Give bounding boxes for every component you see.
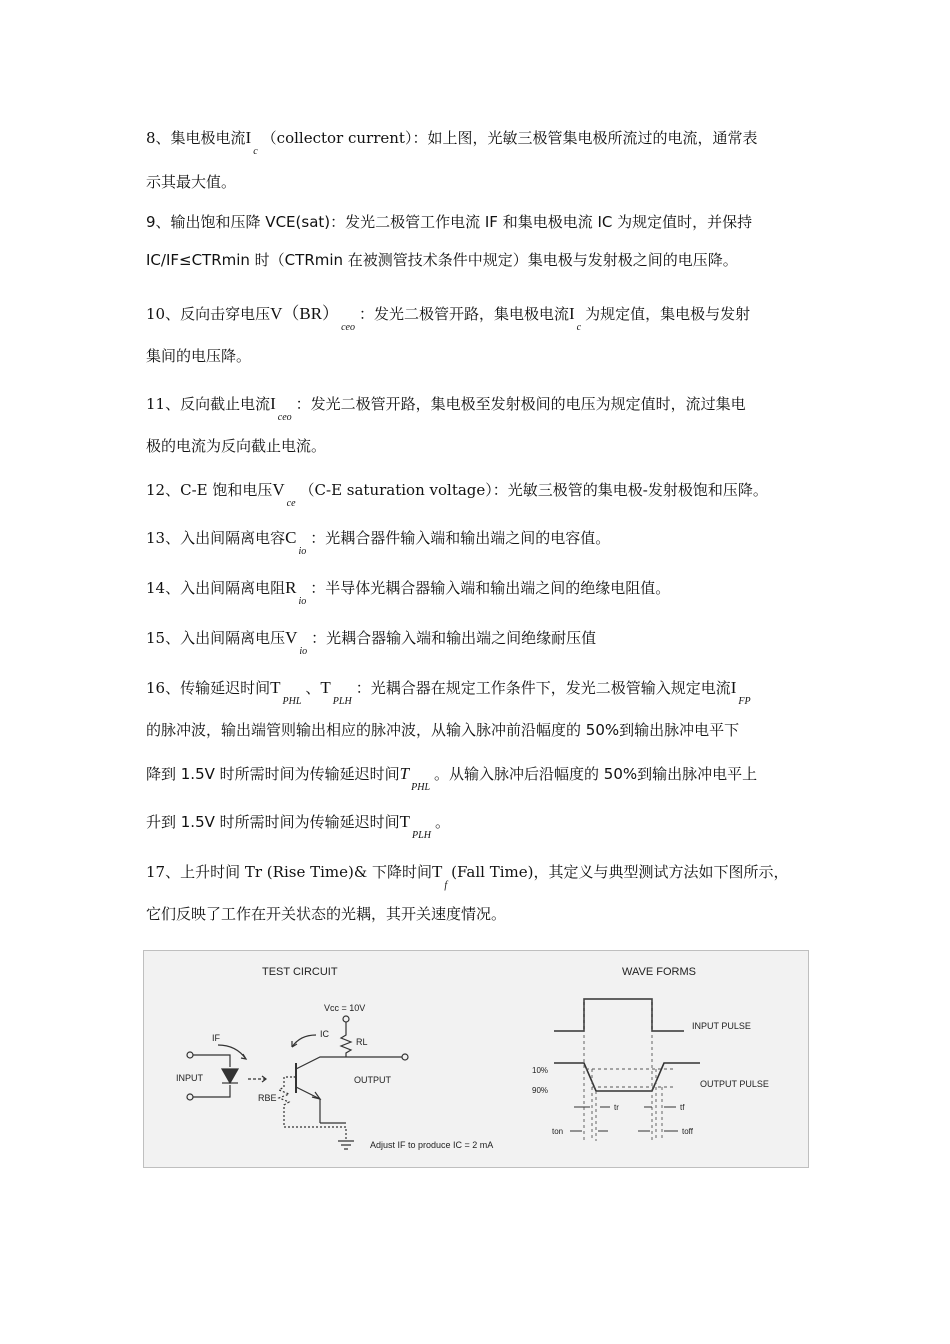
paragraph-16	[146, 672, 810, 858]
subscript: PLH	[412, 830, 431, 841]
symbol: T	[431, 862, 443, 881]
pct90-label: 90%	[532, 1086, 549, 1095]
paragraph-10-line-1: 10、反向击穿电压$V(BR)_{ceo}$：发光二极管开路，集电极电流$I_c$为规定值，集电极与发射	[146, 304, 751, 333]
ground-symbol	[338, 1141, 354, 1149]
subscript: PHL	[411, 782, 431, 793]
paragraph-13-line-1: 13、入出间隔离电容$C_{io}$：光耦合器件输入端和输出端之间的电容值。	[146, 528, 611, 557]
symbol: V	[272, 480, 285, 499]
wire	[193, 1085, 230, 1097]
tf-label: tf	[680, 1103, 685, 1112]
ground-wire	[284, 1127, 346, 1141]
symbol: T	[270, 678, 281, 697]
symbol: T	[320, 678, 331, 697]
symbol: I	[270, 394, 276, 413]
rbe-label: RBE	[258, 1093, 277, 1103]
paragraph-8	[146, 120, 810, 210]
output-label: OUTPUT	[354, 1075, 391, 1085]
paragraph-16-line-2: 的脉冲波，输出端管则输出相应的脉冲波，从输入脉冲前沿幅度的 50%到输出脉冲电平下	[146, 721, 740, 739]
tr-label: tr	[614, 1103, 619, 1112]
subscript: c	[253, 146, 258, 157]
symbol: I	[568, 304, 575, 323]
paragraph-16-line-4: 升到 1.5V 时所需时间为传输延迟时间$T_{PLH}$。	[146, 812, 450, 841]
symbol: I	[730, 678, 737, 697]
paragraph-8-line-2: 示其最大值。	[146, 173, 237, 191]
paragraph-9-line-1: 9、输出饱和压降 VCE(sat)：发光二极管工作电流 IF 和集电极电流 IC 为规定值时，并保持	[146, 213, 753, 231]
symbol: R	[285, 578, 297, 597]
paragraph-17-line-1: 17、上升时间 Tr (Rise Time)& 下降时间$T_f(Fall$ Time)，其定义与典型测试方法如下图所示，	[146, 862, 789, 891]
paragraph-12	[146, 472, 810, 522]
input-terminal-top	[187, 1052, 193, 1058]
test-circuit-title: TEST CIRCUIT	[262, 966, 338, 978]
paragraph-11	[146, 384, 810, 472]
document-body	[146, 120, 810, 948]
paragraph-11-line-1: 11、反向截止电流$I_{ceo}$：发光二极管开路，集电极至发射极间的电压为规定值时，流过集电	[146, 394, 746, 423]
rbe-resistor	[279, 1077, 296, 1127]
subscript: io	[298, 596, 307, 607]
paragraph-17-line-2: 它们反映了工作在开关状态的光耦，其开关速度情况。	[146, 905, 507, 923]
symbol: V（BR）	[270, 304, 340, 323]
subscript: FP	[738, 696, 751, 707]
paragraph-9-line-2: IC/IF≤CTRmin 时（CTRmin 在被测管技术条件中规定）集电极与发射极之间的电压降。	[146, 251, 738, 269]
load-resistor	[341, 1022, 351, 1057]
paragraph-9	[146, 210, 810, 296]
subscript: io	[299, 646, 308, 657]
symbol: I	[245, 128, 252, 147]
paragraph-12-line-1: 12、C-E 饱和电压$V_{ce}(C-E$ saturation voltage）：光敏三极管的集电极-发射极饱和压降。	[146, 480, 768, 509]
emitter-wire	[296, 1087, 320, 1123]
rl-label: RL	[356, 1037, 368, 1047]
pct10-label: 10%	[532, 1066, 549, 1075]
paragraph-11-line-2: 极的电流为反向截止电流。	[146, 437, 327, 455]
symbol: T	[399, 764, 410, 783]
test-circuit-figure	[143, 950, 809, 1168]
led-symbol	[222, 1069, 238, 1083]
subscript: PLH	[332, 696, 352, 707]
input-pulse-wave	[554, 999, 684, 1031]
input-pulse-label: INPUT PULSE	[692, 1021, 751, 1031]
paragraph-14	[146, 572, 810, 622]
collector-wire	[296, 1057, 346, 1069]
subscript: PHL	[282, 696, 302, 707]
paragraph-8-line-1: 8、集电极电流$I_c(collector$ current）：如上图，光敏三极管集电极所流过的电流，通常表	[146, 128, 758, 157]
if-arrow	[218, 1045, 246, 1059]
output-terminal	[402, 1054, 408, 1060]
output-pulse-label: OUTPUT PULSE	[700, 1079, 769, 1089]
subscript: ce	[286, 498, 296, 509]
paragraph-10-line-2: 集间的电压降。	[146, 347, 252, 365]
vcc-terminal	[343, 1016, 349, 1022]
subscript: f	[444, 880, 448, 891]
subscript: c	[576, 322, 582, 333]
paragraph-10	[146, 296, 810, 384]
input-terminal-bottom	[187, 1094, 193, 1100]
symbol: V	[285, 628, 298, 647]
subscript: ceo	[341, 322, 355, 333]
paragraph-17	[146, 858, 810, 948]
if-label: IF	[212, 1033, 220, 1043]
output-pulse-wave	[554, 1063, 700, 1091]
input-label: INPUT	[176, 1073, 203, 1083]
paragraph-16-line-1: 16、传输延迟时间$T_{PHL}$、$T_{PLH}$：光耦合器在规定工作条件下，发光二极管输入规定电流$I_{FP}$	[146, 678, 751, 707]
subscript: io	[298, 546, 307, 557]
symbol: C	[285, 528, 297, 547]
waveforms	[554, 999, 700, 1091]
symbol: T	[399, 812, 411, 831]
ton-label: ton	[552, 1127, 564, 1136]
paragraph-14-line-1: 14、入出间隔离电阻$R_{io}$：半导体光耦合器输入端和输出端之间的绝缘电阻值。	[146, 578, 671, 607]
figure-drawing	[144, 951, 808, 1167]
wave-forms-title: WAVE FORMS	[622, 966, 696, 978]
wire	[193, 1055, 230, 1067]
paragraph-15-line-1: 15、入出间隔离电压$V_{io}$：光耦合器输入端和输出端之间绝缘耐压值	[146, 628, 597, 657]
paragraph-15	[146, 622, 810, 672]
ic-label: IC	[320, 1029, 329, 1039]
adjust-note: Adjust IF to produce IC = 2 mA	[370, 1140, 494, 1150]
paragraph-13	[146, 522, 810, 572]
paragraph-16-line-3: 降到 1.5V 时所需时间为传输延迟时间$T_{PHL}$。从输入脉冲后沿幅度的 50%到输出脉冲电平上	[146, 764, 758, 793]
vcc-label: Vcc = 10V	[324, 1003, 366, 1013]
subscript: ceo	[277, 412, 292, 423]
toff-label: toff	[682, 1127, 693, 1136]
